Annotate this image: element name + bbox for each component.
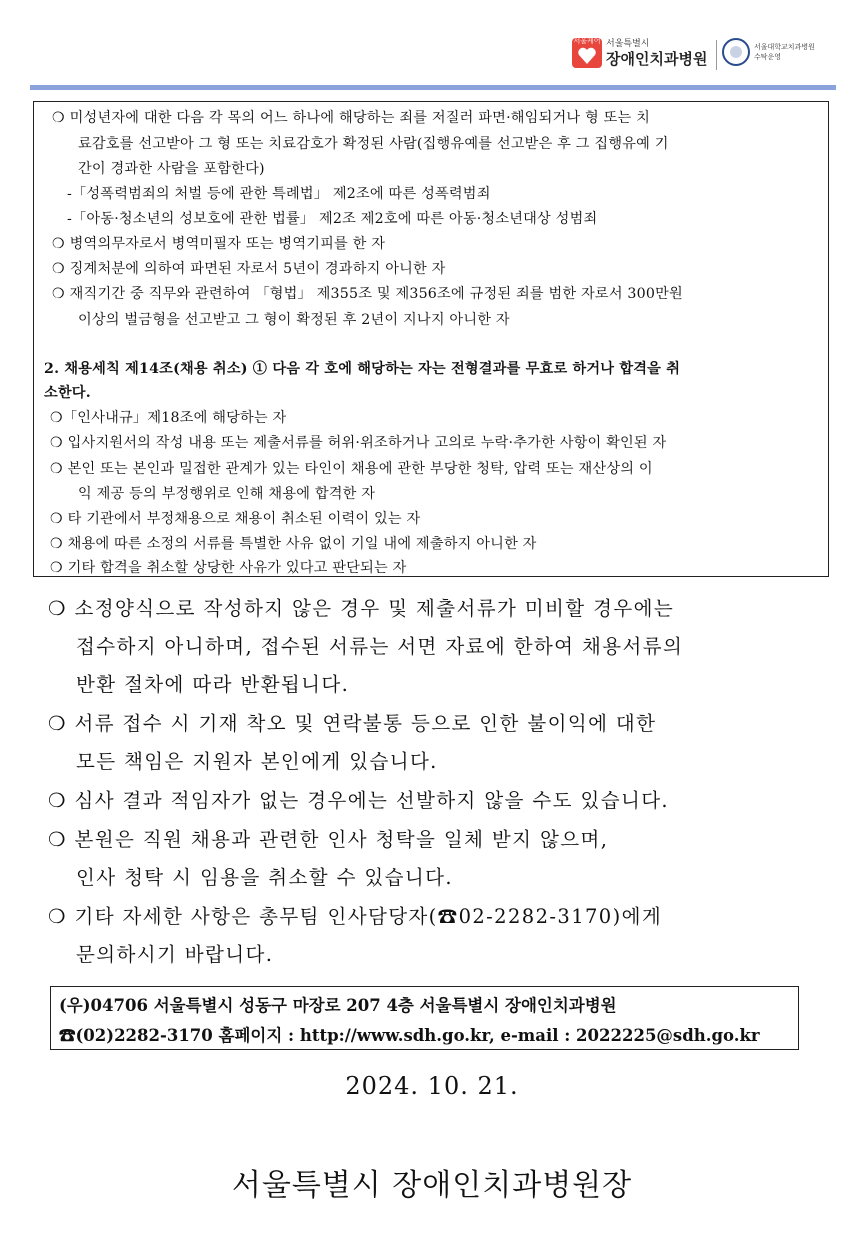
notice-line: 문의하시기 바랍니다. (76, 943, 274, 966)
notice-line: ❍ 소정양식으로 작성하지 않은 경우 및 제출서류가 미비할 경우에는 (48, 597, 675, 620)
header-accent-bar (30, 85, 836, 90)
issuer-signature: 서울특별시 장애인치과병원장 (231, 1168, 633, 1203)
logo-hospital-name: 장애인치과병원 (606, 49, 708, 68)
logo-badge: 서울케어 (573, 37, 601, 45)
list-item: ❍ 채용에 따른 소정의 서류를 특별한 사유 없이 기일 내에 제출하지 아니한 자 (50, 536, 537, 552)
notice-line: ❍ 심사 결과 적임자가 없는 경우에는 선발하지 않을 수도 있습니다. (48, 789, 670, 812)
contact-box (50, 986, 799, 1050)
box-line: -「성폭력범죄의 처벌 등에 관한 특례법」 제2조에 따른 성폭력범죄 (67, 186, 491, 202)
logo-city: 서울특별시 (606, 38, 650, 49)
notice-line: ❍ 기타 자세한 사항은 총무팀 인사담당자(☎02-2282-3170)에게 (48, 905, 663, 928)
section-title: 2. 채용세칙 제14조(채용 취소) ① 다음 각 호에 해당하는 자는 전형결과를 무효로 하거나 합격을 취 (44, 361, 681, 377)
partner-role: 수탁운영 (754, 53, 782, 61)
logo-divider (716, 40, 717, 70)
notice-line: ❍ 본원은 직원 채용과 관련한 인사 청탁을 일체 받지 않으며, (48, 828, 609, 851)
list-item: ❍「인사내규」제18조에 해당하는 자 (50, 410, 287, 426)
list-item: ❍ 타 기관에서 부정채용으로 채용이 취소된 이력이 있는 자 (50, 511, 421, 527)
notice-line: 모든 책임은 지원자 본인에게 있습니다. (76, 750, 438, 773)
list-item: ❍ 기타 합격을 취소할 상당한 사유가 있다고 판단되는 자 (50, 560, 407, 576)
notice-line: ❍ 서류 접수 시 기재 착오 및 연락불통 등으로 인한 불이익에 대한 (48, 712, 657, 735)
box-line: ❍ 미성년자에 대한 다음 각 목의 어느 하나에 해당하는 죄를 저질러 파면·해임되거나 형 또는 치 (52, 110, 651, 126)
university-seal-icon (722, 38, 750, 66)
notice-line: 접수하지 아니하며, 접수된 서류는 서면 자료에 한하여 채용서류의 (76, 635, 684, 658)
disqualification-box (33, 101, 829, 577)
box-line: 이상의 벌금형을 선고받고 그 형이 확정된 후 2년이 지나지 아니한 자 (78, 312, 510, 328)
contact-phone-web: ☎(02)2282-3170 홈페이지 : http://www.sdh.go.kr, e-mail : 2022225@sdh.go.kr (59, 1026, 760, 1045)
box-line: ❍ 재직기간 중 직무와 관련하여 「형법」 제355조 및 제356조에 규정된 죄를 범한 자로서 300만원 (52, 286, 683, 302)
box-line: 간이 경과한 사람을 포함한다) (78, 161, 265, 177)
list-item: ❍ 입사지원서의 작성 내용 또는 제출서류를 허위·위조하거나 고의로 누락·추가한 사항이 확인된 자 (50, 435, 667, 451)
list-item: 익 제공 등의 부정행위로 인해 채용에 합격한 자 (78, 486, 376, 502)
heart-logo-icon (572, 38, 602, 68)
partner-name: 서울대학교치과병원 (754, 43, 815, 51)
partner-logo (722, 38, 815, 66)
box-line: ❍ 징계처분에 의하여 파면된 자로서 5년이 경과하지 아니한 자 (52, 261, 446, 277)
box-line: 료감호를 선고받아 그 형 또는 치료감호가 확정된 사람(집행유예를 선고받은 후 그 집행유예 기 (78, 136, 669, 152)
page-header (0, 0, 864, 90)
notice-line: 반환 절차에 따라 반환됩니다. (76, 673, 350, 696)
hospital-logo (572, 38, 707, 68)
list-item: ❍ 본인 또는 본인과 밀접한 관계가 있는 타인이 채용에 관한 부당한 청탁, 압력 또는 재산상의 이 (50, 461, 653, 477)
box-line: -「아동·청소년의 성보호에 관한 법률」 제2조 제2호에 따른 아동·청소년대상 성범죄 (67, 211, 598, 227)
contact-address: (우)04706 서울특별시 성동구 마장로 207 4층 서울특별시 장애인치과병원 (59, 996, 617, 1015)
notice-line: 인사 청탁 시 임용을 취소할 수 있습니다. (76, 866, 453, 889)
box-line: ❍ 병역의무자로서 병역미필자 또는 병역기피를 한 자 (52, 236, 386, 252)
document-date: 2024. 10. 21. (345, 1072, 519, 1100)
section-title-cont: 소한다. (44, 385, 91, 401)
